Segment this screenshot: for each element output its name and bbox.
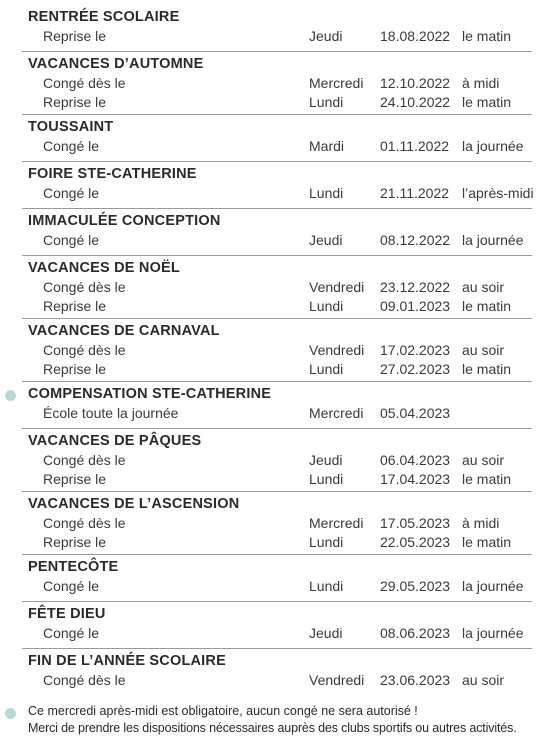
section-title: FIN DE L’ANNÉE SCOLAIRE xyxy=(28,653,226,669)
row-date: 05.04.2023 xyxy=(380,405,451,421)
row-label: Congé le xyxy=(43,232,100,248)
row-time: au soir xyxy=(462,279,505,295)
row-day: Lundi xyxy=(309,471,344,487)
row-date: 21.11.2022 xyxy=(380,185,450,201)
footnote-line-2: Merci de prendre les dispositions nécessaires auprès des clubs sportifs ou autres activités. xyxy=(28,721,517,735)
row-time: le matin xyxy=(462,534,512,550)
row-date: 24.10.2022 xyxy=(380,94,451,110)
row-day: Mercredi xyxy=(309,75,364,91)
row-time: le matin xyxy=(462,361,512,377)
schedule-row xyxy=(0,452,550,470)
row-time: la journée xyxy=(462,625,524,641)
row-date: 18.08.2022 xyxy=(380,28,451,44)
row-day: Lundi xyxy=(309,578,344,594)
section-title: FOIRE STE-CATHERINE xyxy=(28,166,197,182)
row-day: Mercredi xyxy=(309,405,364,421)
row-time: au soir xyxy=(462,452,505,468)
row-date: 29.05.2023 xyxy=(380,578,451,594)
row-time: la journée xyxy=(462,138,524,154)
row-label: Congé dès le xyxy=(43,342,126,358)
row-day: Lundi xyxy=(309,534,344,550)
schedule-row xyxy=(0,405,550,423)
row-label: Congé dès le xyxy=(43,279,126,295)
section-title: IMMACULÉE CONCEPTION xyxy=(28,213,221,229)
row-label: Reprise le xyxy=(43,94,107,110)
section-title: TOUSSAINT xyxy=(28,119,114,135)
schedule-row xyxy=(0,94,550,112)
section-divider xyxy=(22,648,532,649)
schedule-row xyxy=(0,342,550,360)
row-label: Reprise le xyxy=(43,534,107,550)
schedule-row xyxy=(0,232,550,250)
row-date: 08.12.2022 xyxy=(380,232,451,248)
row-time: le matin xyxy=(462,28,512,44)
row-date: 27.02.2023 xyxy=(380,361,451,377)
section-divider xyxy=(22,601,532,602)
row-date: 12.10.2022 xyxy=(380,75,451,91)
row-day: Jeudi xyxy=(309,232,343,248)
row-day: Jeudi xyxy=(309,452,343,468)
row-date: 23.12.2022 xyxy=(380,279,451,295)
schedule-row xyxy=(0,534,550,552)
schedule-row xyxy=(0,672,550,690)
row-time: le matin xyxy=(462,471,512,487)
row-day: Vendredi xyxy=(309,672,365,688)
row-day: Lundi xyxy=(309,298,344,314)
schedule-row xyxy=(0,515,550,533)
schedule-row xyxy=(0,298,550,316)
row-date: 17.02.2023 xyxy=(380,342,451,358)
section-divider xyxy=(22,161,532,162)
footnote-line-1: Ce mercredi après-midi est obligatoire, aucun congé ne sera autorisé ! xyxy=(28,704,418,718)
row-day: Jeudi xyxy=(309,28,343,44)
row-time: à midi xyxy=(462,515,500,531)
section-title: COMPENSATION STE-CATHERINE xyxy=(28,386,272,402)
row-date: 17.05.2023 xyxy=(380,515,451,531)
section-marker-dot xyxy=(5,390,16,401)
schedule-row xyxy=(0,138,550,156)
row-label: Reprise le xyxy=(43,28,107,44)
section-divider xyxy=(22,255,532,256)
schedule-row xyxy=(0,75,550,93)
section-title: RENTRÉE SCOLAIRE xyxy=(28,9,180,25)
schedule-row xyxy=(0,471,550,489)
row-label: Reprise le xyxy=(43,471,107,487)
schedule-row xyxy=(0,279,550,297)
row-label: Congé le xyxy=(43,625,100,641)
row-label: Congé dès le xyxy=(43,672,126,688)
section-title: VACANCES DE NOËL xyxy=(28,260,180,276)
section-divider xyxy=(22,51,532,52)
row-time: la journée xyxy=(462,578,524,594)
row-date: 17.04.2023 xyxy=(380,471,451,487)
schedule-row xyxy=(0,185,550,203)
row-time: à midi xyxy=(462,75,500,91)
row-time: l’après-midi xyxy=(462,185,534,201)
section-title: VACANCES D’AUTOMNE xyxy=(28,56,204,72)
section-title: VACANCES DE CARNAVAL xyxy=(28,323,220,339)
row-date: 22.05.2023 xyxy=(380,534,451,550)
row-day: Mercredi xyxy=(309,515,364,531)
schedule-row xyxy=(0,28,550,46)
row-day: Lundi xyxy=(309,361,344,377)
row-day: Vendredi xyxy=(309,342,365,358)
row-day: Lundi xyxy=(309,185,344,201)
section-divider xyxy=(22,318,532,319)
schedule-row xyxy=(0,625,550,643)
section-title: VACANCES DE L’ASCENSION xyxy=(28,496,240,512)
section-title: PENTECÔTE xyxy=(28,559,119,575)
row-day: Mardi xyxy=(309,138,345,154)
row-label: Congé dès le xyxy=(43,452,126,468)
row-time: au soir xyxy=(462,672,505,688)
row-label: Congé le xyxy=(43,138,100,154)
row-time: le matin xyxy=(462,94,512,110)
note-marker-dot xyxy=(5,708,16,719)
section-divider xyxy=(22,491,532,492)
row-label: Congé le xyxy=(43,578,100,594)
row-label: Congé dès le xyxy=(43,75,126,91)
row-label: Congé dès le xyxy=(43,515,126,531)
schedule-row xyxy=(0,578,550,596)
row-label: École toute la journée xyxy=(43,405,179,421)
schedule-row xyxy=(0,361,550,379)
row-date: 23.06.2023 xyxy=(380,672,451,688)
row-date: 08.06.2023 xyxy=(380,625,451,641)
row-date: 01.11.2022 xyxy=(380,138,450,154)
section-divider xyxy=(22,114,532,115)
row-label: Reprise le xyxy=(43,298,107,314)
row-date: 09.01.2023 xyxy=(380,298,451,314)
row-label: Reprise le xyxy=(43,361,107,377)
section-divider xyxy=(22,428,532,429)
section-title: FÊTE DIEU xyxy=(28,606,106,622)
section-divider xyxy=(22,554,532,555)
section-divider xyxy=(22,381,532,382)
row-day: Jeudi xyxy=(309,625,343,641)
row-day: Vendredi xyxy=(309,279,365,295)
row-time: la journée xyxy=(462,232,524,248)
row-label: Congé le xyxy=(43,185,100,201)
section-title: VACANCES DE PÂQUES xyxy=(28,433,202,449)
row-time: le matin xyxy=(462,298,512,314)
row-time: au soir xyxy=(462,342,505,358)
section-divider xyxy=(22,208,532,209)
row-day: Lundi xyxy=(309,94,344,110)
row-date: 06.04.2023 xyxy=(380,452,451,468)
